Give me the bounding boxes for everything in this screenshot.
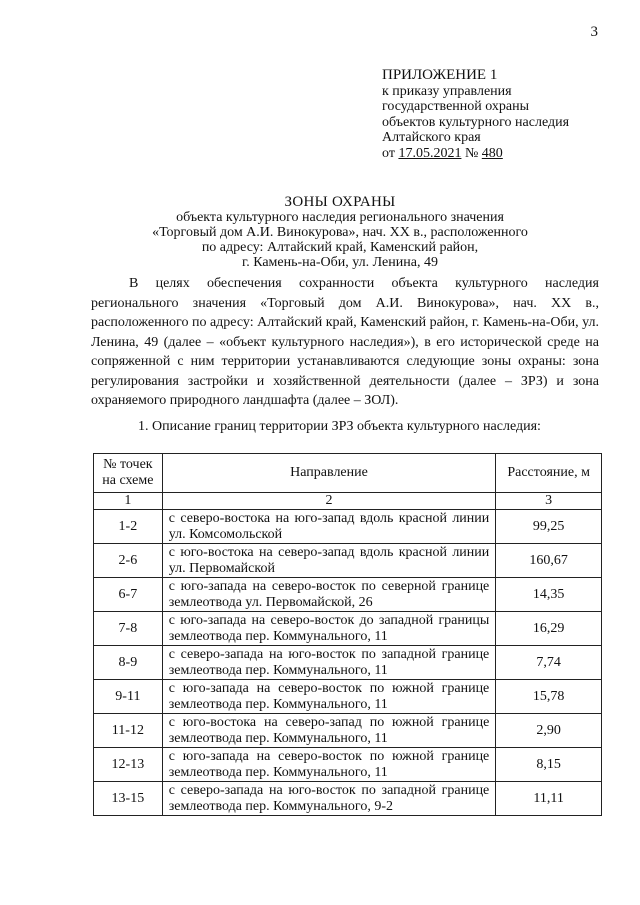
appendix-line: Алтайского края [382,130,481,145]
table-row [94,714,602,748]
header-points: № точек на схеме [94,454,163,493]
appendix-block [382,68,622,161]
index-cell: 1 [94,493,163,510]
points-cell: 6-7 [94,578,163,612]
index-cell: 3 [496,493,602,510]
table-row [94,612,602,646]
table-row [94,680,602,714]
zones-subtitle-line: г. Камень-на-Оби, ул. Ленина, 49 [242,255,438,270]
direction-cell: с юго-запада на северо-восток по северной границе землеотвода ул. Первомайской, 26 [162,578,496,612]
order-number: 480 [481,145,503,161]
appendix-line: к приказу управления [382,83,512,99]
page-number: 3 [590,24,598,40]
direction-cell: с юго-запада на северо-восток по южной границе землеотвода пер. Коммунального, 11 [162,748,496,782]
section-heading: 1. Описание границ территории ЗРЗ объекта культурного наследия: [138,419,541,434]
points-cell: 8-9 [94,646,163,680]
points-cell: 12-13 [94,748,163,782]
header-distance: Расстояние, м [496,454,602,493]
distance-cell: 16,29 [496,612,602,646]
distance-cell: 11,11 [496,782,602,816]
direction-cell: с юго-запада на северо-восток по южной границе землеотвода пер. Коммунального, 11 [162,680,496,714]
direction-cell: с северо-запада на юго-восток по западной границе землеотвода пер. Коммунального, 9-2 [162,782,496,816]
direction-cell: с юго-востока на северо-запад по южной границе землеотвода пер. Коммунального, 11 [162,714,496,748]
points-cell: 1-2 [94,510,163,544]
boundary-table [93,453,602,816]
zones-subtitle-line: объекта культурного наследия регионального значения [176,210,504,225]
appendix-date-line [382,146,622,162]
appendix-line: государственной охраны [382,99,530,114]
header-direction: Направление [162,454,496,493]
zones-subtitle-line: по адресу: Алтайский край, Каменский район, [201,240,479,255]
order-date: 17.05.2021 [398,145,462,161]
date-prefix: от [382,145,399,161]
table-row [94,578,602,612]
table-row [94,646,602,680]
distance-cell: 8,15 [496,748,602,782]
zones-title-block [120,195,560,270]
appendix-line: объектов культурного наследия [382,114,570,130]
distance-cell: 99,25 [496,510,602,544]
direction-cell: с северо-запада на юго-восток по западной границе землеотвода пер. Коммунального, 11 [162,646,496,680]
intro-paragraph: В целях обеспечения сохранности объекта культурного наследия регионального значения «Торговый дом А.И. Винокурова», нач. XX в., расположенного по адресу: Алтайский край, Каменский район, г. Камень-на-Оби, ул. Ленина, 49 (далее – «объект культурного наследия»), в его исторической среде на сопряженной с ним территории устанавливаются следующие зоны охраны: зона регулирования застройки и хозяйственной деятельности (далее – ЗРЗ) и зона охраняемого природного ландшафта (далее – ЗОЛ). [91,276,599,408]
distance-cell: 15,78 [496,680,602,714]
direction-cell: с северо-востока на юго-запад вдоль красной линии ул. Комсомольской [162,510,496,544]
points-cell: 9-11 [94,680,163,714]
number-prefix: № [461,145,482,161]
points-cell: 11-12 [94,714,163,748]
distance-cell: 2,90 [496,714,602,748]
table-row [94,510,602,544]
table-header-row [94,454,602,493]
distance-cell: 7,74 [496,646,602,680]
direction-cell: с юго-запада на северо-восток до западной границы землеотвода пер. Коммунального, 11 [162,612,496,646]
appendix-title: ПРИЛОЖЕНИЕ 1 [382,67,498,83]
distance-cell: 14,35 [496,578,602,612]
index-cell: 2 [162,493,496,510]
zones-subtitle-line: «Торговый дом А.И. Винокурова», нач. XX в., расположенного [152,225,528,240]
zones-title: ЗОНЫ ОХРАНЫ [284,194,396,210]
distance-cell: 160,67 [496,544,602,578]
table-index-row [94,493,602,510]
points-cell: 2-6 [94,544,163,578]
table-row [94,544,602,578]
table-row [94,782,602,816]
points-cell: 13-15 [94,782,163,816]
direction-cell: с юго-востока на северо-запад вдоль красной линии ул. Первомайской [162,544,496,578]
points-cell: 7-8 [94,612,163,646]
table-row [94,748,602,782]
